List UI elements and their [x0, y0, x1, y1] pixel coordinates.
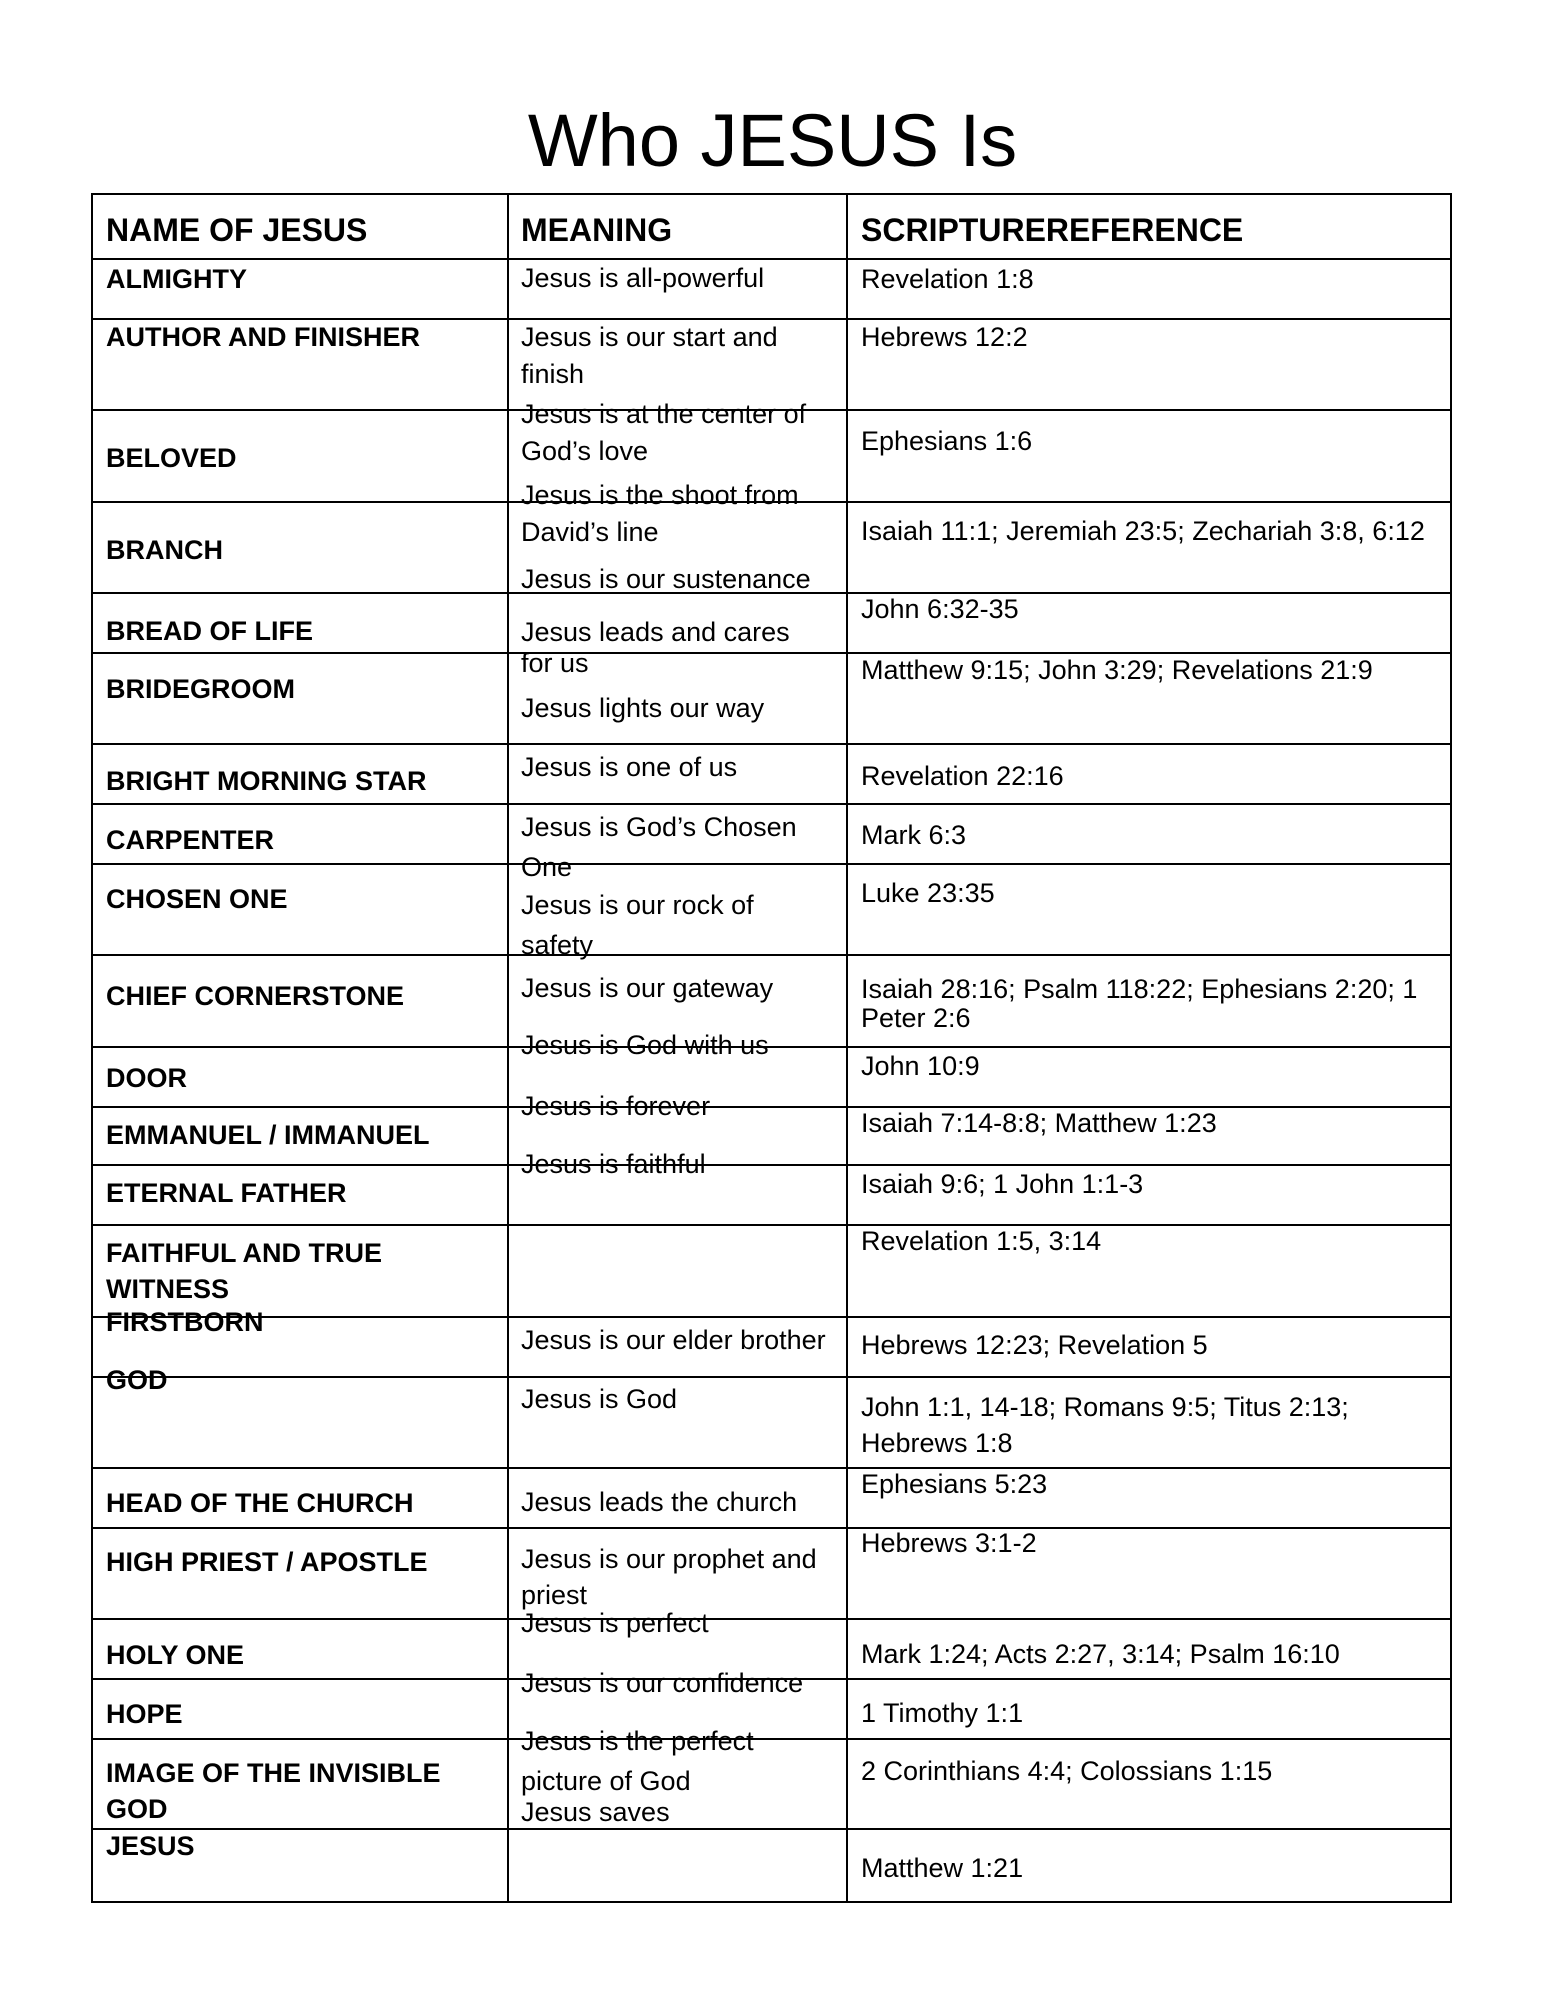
reference-cell: Luke 23:35: [861, 878, 995, 908]
name-cell: HEAD OF THE CHURCH: [106, 1488, 414, 1518]
meaning-cell: Jesus leads and cares for us: [521, 617, 790, 678]
meaning-cell: Jesus is our elder brother: [521, 1325, 826, 1355]
row-divider: [93, 1316, 1450, 1318]
name-cell: EMMANUEL / IMMANUEL: [106, 1120, 430, 1150]
row-divider: [93, 743, 1450, 745]
name-cell: AUTHOR AND FINISHER: [106, 322, 420, 352]
name-cell: JESUS: [106, 1831, 195, 1861]
reference-cell: Revelation 22:16: [861, 761, 1064, 791]
name-cell: ALMIGHTY: [106, 264, 247, 294]
reference-cell: Ephesians 1:6: [861, 426, 1033, 456]
header-reference: SCRIPTUREREFERENCE: [861, 212, 1244, 248]
meaning-cell: Jesus is our confidence: [521, 1668, 804, 1698]
name-cell: IMAGE OF THE INVISIBLE: [106, 1758, 441, 1788]
name-cell: BREAD OF LIFE: [106, 616, 313, 646]
meaning-cell: Jesus saves: [521, 1797, 670, 1827]
row-divider: [93, 1224, 1450, 1226]
name-cell: CHOSEN ONE: [106, 884, 288, 914]
meaning-cell: Jesus is the shoot from David’s line: [521, 480, 799, 547]
header-name: NAME OF JESUS: [106, 212, 368, 248]
name-cell: GOD: [106, 1794, 168, 1824]
reference-cell: Matthew 9:15; John 3:29; Revelations 21:9: [861, 655, 1373, 685]
reference-cell: Revelation 1:5, 3:14: [861, 1226, 1102, 1256]
name-cell: HIGH PRIEST / APOSTLE: [106, 1547, 428, 1577]
name-cell: HOPE: [106, 1699, 183, 1729]
name-cell: BRIGHT MORNING STAR: [106, 766, 427, 796]
row-divider: [93, 803, 1450, 805]
name-cell: FAITHFUL AND TRUE: [106, 1238, 382, 1268]
names-table: [91, 193, 1452, 1903]
name-cell: CHIEF CORNERSTONE: [106, 981, 405, 1011]
reference-cell: 2 Corinthians 4:4; Colossians 1:15: [861, 1756, 1273, 1786]
reference-cell: Matthew 1:21: [861, 1853, 1024, 1883]
meaning-cell: Jesus is God with us: [521, 1030, 769, 1060]
name-cell: DOOR: [106, 1063, 187, 1093]
meaning-cell: Jesus is our rock of safety: [521, 890, 754, 960]
meaning-cell: Jesus lights our way: [521, 693, 765, 723]
meaning-cell: Jesus is all-powerful: [521, 263, 765, 293]
meaning-cell: Jesus leads the church: [521, 1487, 798, 1517]
meaning-cell: Jesus is our start and finish: [521, 322, 778, 389]
reference-cell: Isaiah 11:1; Jeremiah 23:5; Zechariah 3:8, 6:12: [861, 516, 1425, 546]
meaning-cell: Jesus is our sustenance: [521, 564, 811, 594]
name-cell: BRANCH: [106, 535, 223, 565]
reference-cell: Isaiah 7:14-8:8; Matthew 1:23: [861, 1108, 1217, 1138]
row-divider: [93, 1376, 1450, 1378]
meaning-cell: Jesus is our prophet and priest: [521, 1544, 817, 1610]
name-cell: BELOVED: [106, 443, 237, 473]
meaning-cell: Jesus is faithful: [521, 1149, 706, 1179]
name-cell: FIRSTBORN: [106, 1307, 264, 1337]
header-meaning: MEANING: [521, 212, 673, 248]
meaning-cell: Jesus is perfect: [521, 1608, 709, 1638]
reference-cell: Isaiah 28:16; Psalm 118:22; Ephesians 2:20; 1 Peter 2:6: [861, 974, 1418, 1033]
name-cell: CARPENTER: [106, 825, 275, 855]
meaning-cell: Jesus is our gateway: [521, 973, 774, 1003]
reference-cell: Isaiah 9:6; 1 John 1:1-3: [861, 1169, 1144, 1199]
reference-cell: Mark 6:3: [861, 820, 967, 850]
meaning-cell: Jesus is God: [521, 1384, 678, 1414]
name-cell: BRIDEGROOM: [106, 674, 295, 704]
column-divider: [507, 195, 509, 1901]
name-cell: WITNESS: [106, 1274, 230, 1304]
reference-cell: Hebrews 3:1-2: [861, 1528, 1037, 1558]
name-cell: ETERNAL FATHER: [106, 1178, 347, 1208]
row-divider: [93, 1467, 1450, 1469]
reference-cell: John 10:9: [861, 1051, 980, 1081]
reference-cell: Hebrews 12:23; Revelation 5: [861, 1330, 1208, 1360]
meaning-cell: Jesus is forever: [521, 1091, 711, 1121]
reference-cell: 1 Timothy 1:1: [861, 1698, 1024, 1728]
reference-cell: John 6:32-35: [861, 594, 1019, 624]
column-divider: [846, 195, 848, 1901]
reference-cell: John 1:1, 14-18; Romans 9:5; Titus 2:13; Hebrews 1:8: [861, 1392, 1349, 1458]
page-title: Who JESUS Is: [527, 99, 1018, 182]
meaning-cell: Jesus is one of us: [521, 752, 738, 782]
name-cell: HOLY ONE: [106, 1640, 245, 1670]
meaning-cell: Jesus is at the center of God’s love: [521, 399, 807, 466]
reference-cell: Revelation 1:8: [861, 264, 1034, 294]
reference-cell: Ephesians 5:23: [861, 1469, 1048, 1499]
meaning-cell: Jesus is God’s Chosen One: [521, 812, 797, 882]
meaning-cell: Jesus is the perfect picture of God: [521, 1726, 754, 1796]
reference-cell: Mark 1:24; Acts 2:27, 3:14; Psalm 16:10: [861, 1639, 1340, 1669]
reference-cell: Hebrews 12:2: [861, 322, 1028, 352]
name-cell: GOD: [106, 1365, 168, 1395]
